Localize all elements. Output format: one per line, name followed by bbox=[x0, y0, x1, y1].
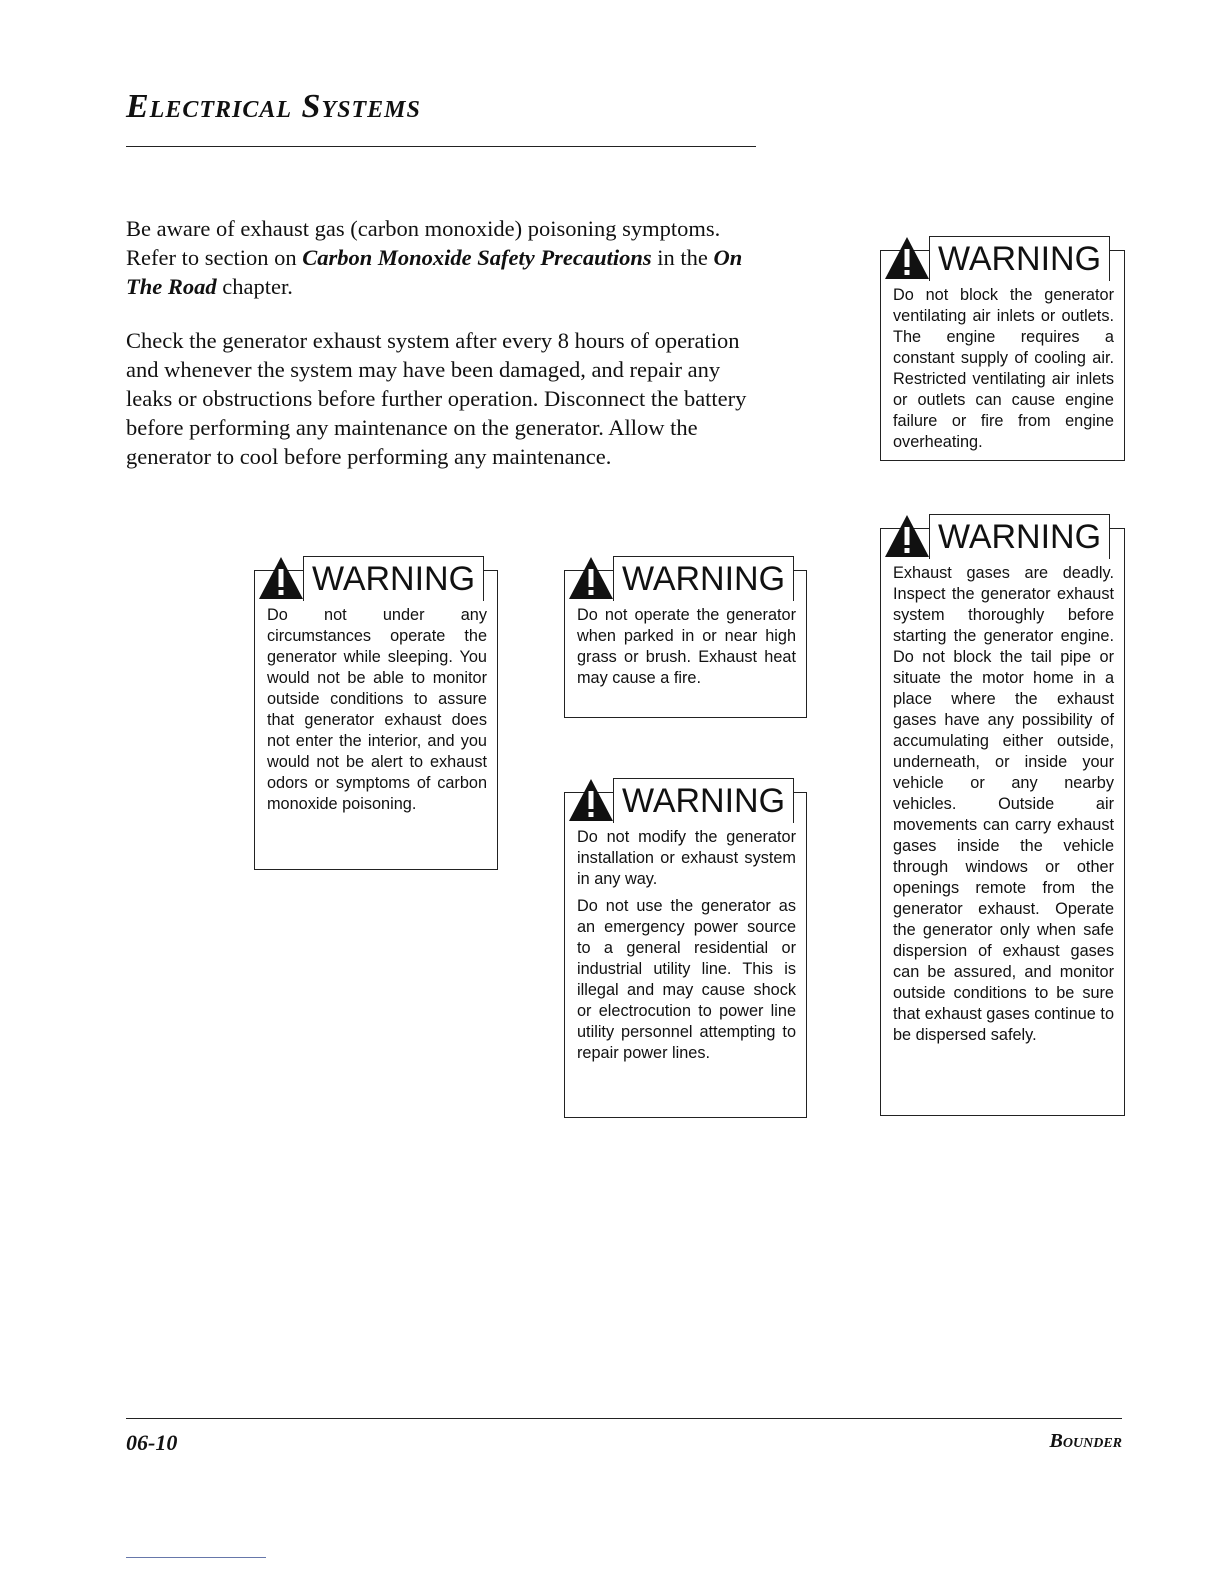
warning-label: WARNING bbox=[613, 556, 794, 601]
warning-header bbox=[565, 771, 794, 823]
warning-box-sleeping bbox=[254, 560, 498, 870]
warning-text: Do not under any circumstances operate the generator while sleeping. You would not be able to monitor outside conditions to assure that generator exhaust does not enter the interior, and you would not be alert to exhaust odors or symptoms of carbon monoxide poisoning. bbox=[267, 606, 487, 813]
warning-box-grass bbox=[564, 560, 807, 718]
section-reference: Carbon Monoxide Safety Precautions bbox=[302, 245, 652, 270]
brand-name: Bounder bbox=[1049, 1430, 1122, 1452]
warning-header bbox=[881, 507, 1110, 559]
page-title: Electrical Systems bbox=[126, 88, 421, 125]
warning-header bbox=[255, 549, 484, 601]
warning-header bbox=[881, 229, 1110, 281]
warning-triangle-icon bbox=[257, 555, 305, 601]
warning-label: WARNING bbox=[929, 236, 1110, 281]
header-divider bbox=[126, 146, 756, 147]
intro-paragraph-2: Check the generator exhaust system after every 8 hours of operation and whenever the system may have been damaged, and repair any leaks or obstructions before further operation. Disconnect the battery before performing any maintenance on the generator. Allow the generator to cool before performing any maintenance. bbox=[126, 328, 747, 469]
bottom-mark bbox=[126, 1557, 266, 1558]
footer-divider bbox=[126, 1418, 1122, 1419]
warning-label: WARNING bbox=[929, 514, 1110, 559]
warning-triangle-icon bbox=[883, 513, 931, 559]
warning-label: WARNING bbox=[613, 778, 794, 823]
warning-text: Do not operate the generator when parked in or near high grass or brush. Exhaust heat may cause a fire. bbox=[577, 606, 796, 687]
warning-box-exhaust bbox=[880, 518, 1125, 1116]
warning-triangle-icon bbox=[567, 777, 615, 823]
warning-text: Do not modify the generator installation or exhaust system in any way. Do not use the generator as an emergency power source to a general residential or industrial utility line. This is illegal and may cause shock or electrocution to power line utility personnel attempting to repair power lines. bbox=[577, 828, 796, 1062]
intro-paragraph-1: Be aware of exhaust gas (carbon monoxide) poisoning symptoms. Refer to section on Carbon Monoxide Safety Precautions in the On The Road chapter. bbox=[126, 216, 743, 299]
page-number: 06-10 bbox=[126, 1430, 178, 1455]
warning-triangle-icon bbox=[883, 235, 931, 281]
warning-label: WARNING bbox=[303, 556, 484, 601]
warning-text: Do not block the generator ventilating air inlets or outlets. The engine requires a constant supply of cooling air. Restricted ventilating air inlets or outlets can cause engine failure or fire from engine overheating. bbox=[893, 286, 1114, 451]
warning-triangle-icon bbox=[567, 555, 615, 601]
chapter-reference: On The Road bbox=[126, 245, 743, 299]
warning-header bbox=[565, 549, 794, 601]
warning-text: Exhaust gases are deadly. Inspect the generator exhaust system thoroughly before starting the generator engine. Do not block the tail pipe or situate the motor home in a place where the exhaust gases have any possibility of accumulating either outside, underneath, or inside your vehicle or any nearby vehicles. Outside air movements can carry exhaust gases inside the vehicle through windows or other openings remote from the generator exhaust. Operate the generator only when safe dispersion of exhaust gases can be assured, and monitor outside conditions to be sure that exhaust gases continue to be dispersed safely. bbox=[893, 564, 1114, 1044]
warning-box-ventilation bbox=[880, 240, 1125, 461]
warning-box-modify bbox=[564, 782, 807, 1118]
